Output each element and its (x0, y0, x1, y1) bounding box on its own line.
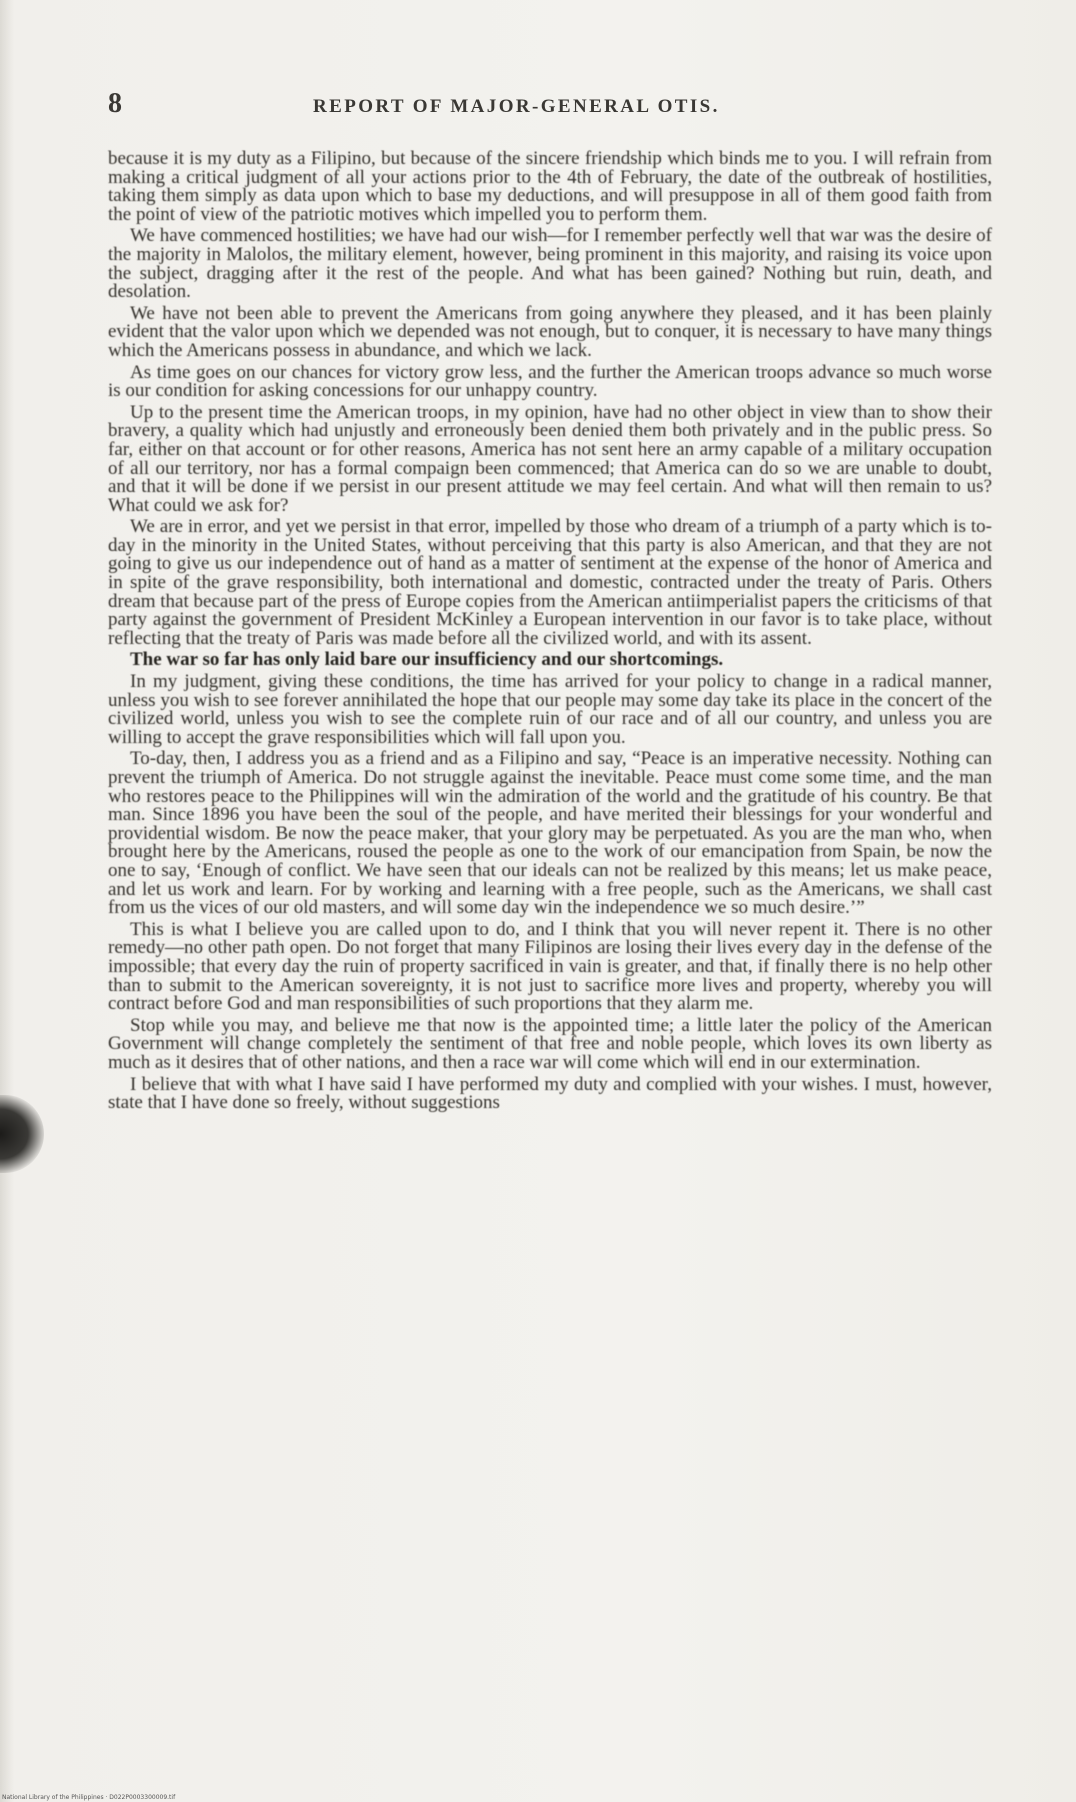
paragraph: This is what I believe you are called upon to do, and I think that you will never repent it. There is no other remedy—no other path open. Do not forget that many Filipinos are losing their lives every day in the defense of the impossible; that every day the ruin of property sacrificed in vain is greater, and that, if finally there is no help other than to submit to the American sovereignty, it is not just to sacrifice more lives and property, whereby you will contract before God and man responsibilities of such proportions that they alarm me. (108, 918, 992, 1015)
paragraph: because it is my duty as a Filipino, but because of the sincere friendship which binds me to you. I will refrain from making a critical judgment of all your actions prior to the 4th of February, the date of the outbreak of hostilities, taking them simply as data upon which to base my deductions, and will presuppose in all of them good faith from the point of view of the patriotic motives which impelled you to perform them. (108, 148, 992, 225)
paragraph: We have not been able to prevent the Americans from going anywhere they pleased, and it has been plainly evident that the valor upon which we depended was not enough, but to conquer, it is necessary to have many things which the Americans possess in abundance, and which we lack. (108, 302, 992, 361)
paragraph: To-day, then, I address you as a friend and as a Filipino and say, “Peace is an imperative necessity. Nothing can prevent the triumph of America. Do not struggle against the inevitable. Peace must come some time, and the man who restores peace to the Philippines will win the admiration of the world and the gratitude of his country. Be that man. Since 1896 you have been the soul of the people, and have merited their blessings for your wonderful and providential wisdom. Be now the peace maker, that your glory may be perpetuated. As you are the man who, when brought here by the Americans, roused the people as one to the work of our emancipation from Spain, be now the one to say, ‘Enough of conflict. We have seen that our ideals can not be realized by this means; let us make peace, and let us work and learn. For by working and learning with a free people, such as the Americans, we shall cast from us the vices of our old masters, and will some day win the independence we so much desire.’” (108, 748, 992, 919)
paragraph: We have commenced hostilities; we have had our wish—for I remember perfectly well that war was the desire of the majority in Malolos, the military element, however, being prominent in this majority, and raising its voice upon the subject, dragging after it the rest of the people. And what has been gained? Nothing but ruin, death, and desolation. (108, 225, 992, 303)
page-number: 8 (108, 88, 122, 119)
running-head: REPORT OF MAJOR-GENERAL OTIS. (313, 96, 720, 117)
paragraph: As time goes on our chances for victory grow less, and the further the American troops advance so much worse is our condition for asking concessions for our unhappy country. (108, 361, 992, 402)
paragraph: The war so far has only laid bare our insufficiency and our shortcomings. (130, 649, 724, 671)
body-text (108, 150, 992, 1116)
paragraph: Up to the present time the American troops, in my opinion, have had no other object in view than to show their bravery, a quality which had unjustly and erroneously been denied them both privately and in the public press. So far, either on that account or for other reasons, America has not sent here an army capable of a military occupation of all our territory, nor has a formal compaign been commenced; that America can do so we are unable to doubt, and that it will be done if we persist in our present attitude we may feel certain. And what will then remain to us? What could we ask for? (108, 401, 992, 516)
page-header (108, 88, 986, 124)
paragraph: We are in error, and yet we persist in that error, impelled by those who dream of a triumph of a party which is to-day in the minority in the United States, without perceiving that this party is also American, and that they are not going to give us our independence out of hand as a matter of sentiment at the expense of the honor of America and in spite of the grave responsibility, both international and domestic, contracted under the treaty of Paris. Others dream that because part of the press of Europe copies from the American antiimperialist papers the criticisms of that party against the government of President McKinley a European intervention in our favor is to take place, without reflecting that the treaty of Paris was made before all the civilized world, and with its assent. (108, 516, 992, 649)
scanner-thumb-shadow (0, 1095, 44, 1173)
paragraph: I believe that with what I have said I have performed my duty and complied with your wishes. I must, however, state that I have done so freely, without suggestions (108, 1073, 992, 1114)
paragraph: In my judgment, giving these conditions, the time has arrived for your policy to change in a radical manner, unless you wish to see forever annihilated the hope that our people may some day take its place in the concert of the civilized world, unless you wish to see the complete ruin of our race and of all our country, and unless you are willing to accept the grave responsibilities which will fall upon you. (108, 671, 992, 748)
scan-credit: National Library of the Philippines · D022P0003300009.tif (2, 1794, 176, 1801)
paragraph: Stop while you may, and believe me that now is the appointed time; a little later the policy of the American Government will change completely the sentiment of that free and noble people, which loves its own liberty as much as it desires that of other nations, and then a race war will come which will end in our extermination. (108, 1014, 992, 1073)
